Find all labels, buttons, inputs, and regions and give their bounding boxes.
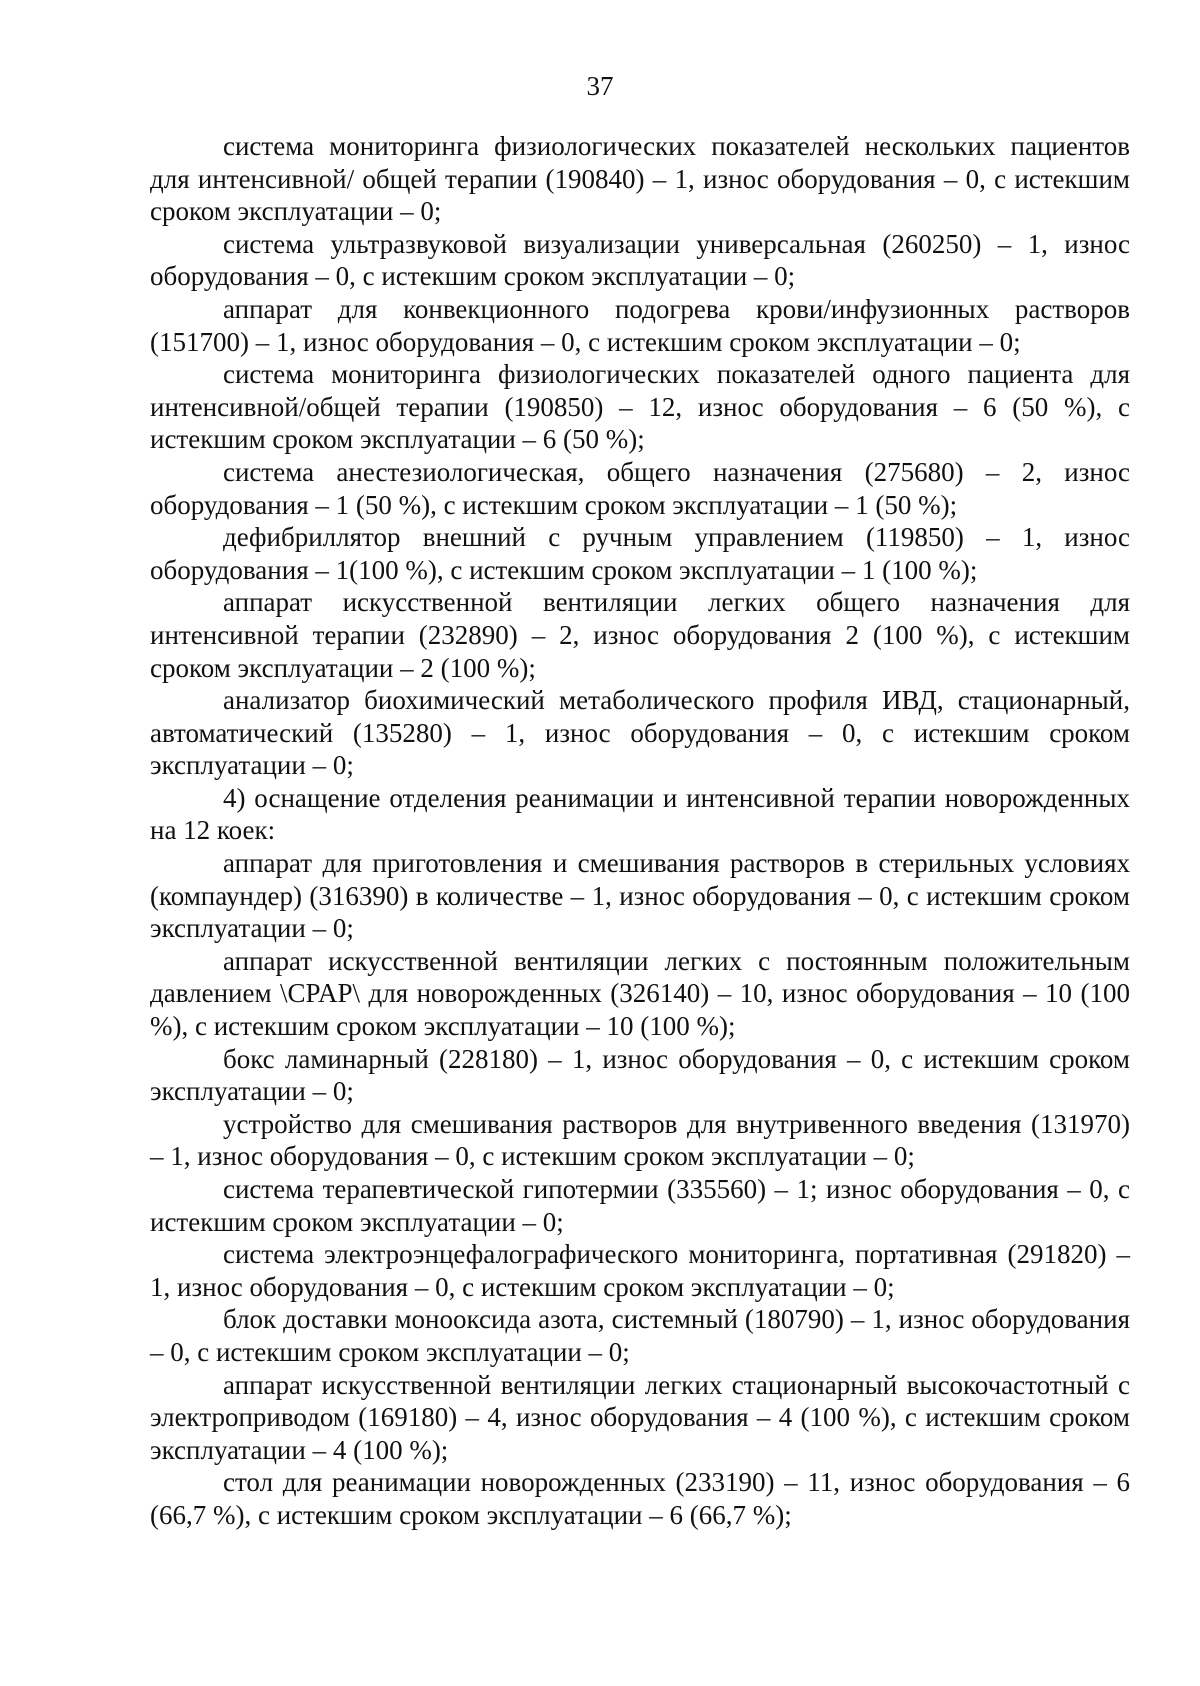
paragraph: система электроэнцефалографического мониторинга, портативная (291820) – 1, износ оборудования – 0, с истекшим сроком эксплуатации – 0; (150, 1239, 1130, 1302)
paragraph: бокс ламинарный (228180) – 1, износ оборудования – 0, с истекшим сроком эксплуатации – 0; (150, 1043, 1130, 1107)
paragraph: стол для реанимации новорожденных (233190) – 11, износ оборудования – 6 (66,7 %), с истекшим сроком эксплуатации – 6 (66,7 %); (150, 1467, 1130, 1530)
paragraph: система мониторинга физиологических показателей одного пациента для интенсивной/общей терапии (190850) – 12, износ оборудования – 6 (50 %), с истекшим сроком эксплуатации – 6 (50 %); (150, 359, 1130, 455)
paragraph: система мониторинга физиологических показателей нескольких пациентов для интенсивной/ общей терапии (190840) – 1, износ оборудования – 0, с истекшим сроком эксплуатации – 0; (150, 131, 1130, 227)
paragraph: аппарат искусственной вентиляции легких стационарный высокочастотный с электроприводом (169180) – 4, износ оборудования – 4 (100 %), с истекшим сроком эксплуатации – 4 (100 %); (150, 1369, 1130, 1465)
document-body (150, 130, 1130, 1532)
paragraph: система терапевтической гипотермии (335560) – 1; износ оборудования – 0, с истекшим сроком эксплуатации – 0; (150, 1174, 1130, 1237)
paragraph: дефибриллятор внешний с ручным управлением (119850) – 1, износ оборудования – 1(100 %), с истекшим сроком эксплуатации – 1 (100 %); (150, 522, 1130, 585)
paragraph: устройство для смешивания растворов для внутривенного введения (131970) – 1, износ оборудования – 0, с истекшим сроком эксплуатации – 0; (150, 1108, 1130, 1172)
paragraph: аппарат искусственной вентиляции легких с постоянным положительным давлением \CPAP\ для новорожденных (326140) – 10, износ оборудования – 10 (100 %), с истекшим сроком эксплуатации – 10 (100 %); (150, 945, 1130, 1042)
paragraph: блок доставки монооксида азота, системный (180790) – 1, износ оборудования – 0, с истекшим сроком эксплуатации – 0; (150, 1304, 1130, 1367)
paragraph: аппарат искусственной вентиляции легких общего назначения для интенсивной терапии (232890) – 2, износ оборудования 2 (100 %), с истекшим сроком эксплуатации – 2 (100 %); (150, 587, 1130, 683)
paragraph: анализатор биохимический метаболического профиля ИВД, стационарный, автоматический (135280) – 1, износ оборудования – 0, с истекшим сроком эксплуатации – 0; (150, 685, 1130, 781)
paragraph: система анестезиологическая, общего назначения (275680) – 2, износ оборудования – 1 (50 %), с истекшим сроком эксплуатации – 1 (50 %); (150, 456, 1130, 520)
paragraph: аппарат для приготовления и смешивания растворов в стерильных условиях (компаундер) (316390) в количестве – 1, износ оборудования – 0, с истекшим сроком эксплуатации – 0; (150, 848, 1130, 944)
paragraph: система ультразвуковой визуализации универсальная (260250) – 1, износ оборудования – 0, с истекшим сроком эксплуатации – 0; (150, 228, 1130, 292)
section-heading-item-4: 4) оснащение отделения реанимации и интенсивной терапии новорожденных на 12 коек: (150, 782, 1130, 846)
page-number: 37 (586, 71, 614, 101)
paragraph: аппарат для конвекционного подогрева крови/инфузионных растворов (151700) – 1, износ оборудования – 0, с истекшим сроком эксплуатации – 0; (150, 293, 1130, 357)
